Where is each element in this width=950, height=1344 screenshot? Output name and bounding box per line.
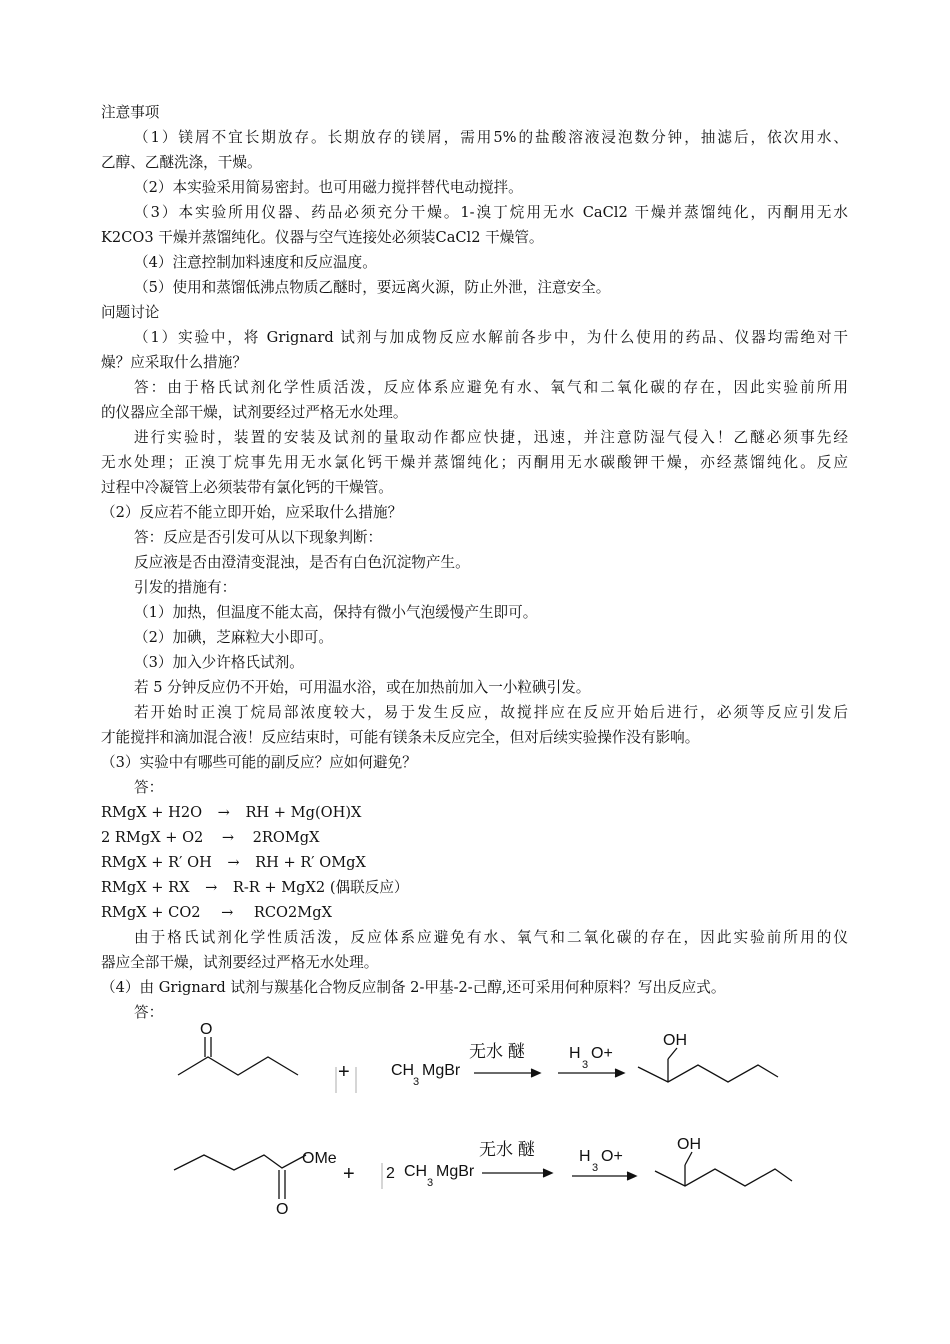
equation-1-arrow: → xyxy=(217,804,230,821)
arrow-2-label-h-2: H xyxy=(579,1148,591,1165)
equation-4-arrow: → xyxy=(205,879,218,896)
equation-1-right: RH + Mg(OH)X xyxy=(245,804,362,821)
product-oh-bond-2 xyxy=(685,1152,692,1165)
answer-2-line-6: （3）加入少许格氏试剂。 xyxy=(134,654,304,671)
product-oh: OH xyxy=(663,1032,687,1049)
reagent-ch: CH xyxy=(391,1062,415,1079)
notes-heading: 注意事项 xyxy=(101,104,160,121)
ester-ome: OMe xyxy=(302,1150,337,1167)
arrow-2-head xyxy=(615,1069,624,1077)
ester-carbonyl-oxygen: O xyxy=(276,1201,289,1218)
question-1-line-2: 燥？应采取什么措施？ xyxy=(101,354,247,371)
note-item-1-line-2: 乙醇、乙醚洗涤，干燥。 xyxy=(101,154,262,171)
equation-5-left: RMgX + CO2 xyxy=(101,904,201,921)
answer-1-line-1: 答：由于格氏试剂化学性质活泼，反应体系应避免有水、氧气和二氧化碳的存在，因此实验前所用 xyxy=(134,379,848,396)
answer-3b-line-1: 由于格氏试剂化学性质活泼，反应体系应避免有水、氧气和二氧化碳的存在，因此实验前所用的仪 xyxy=(134,929,848,946)
equation-1-left: RMgX + H2O xyxy=(101,804,203,821)
answer-2-line-3: 引发的措施有： xyxy=(134,579,237,596)
answer-2-line-5: （2）加碘，芝麻粒大小即可。 xyxy=(134,629,334,646)
equation-5-right: RCO2MgX xyxy=(253,904,332,921)
answer-2-line-4: （1）加热，但温度不能太高，保持有微小气泡缓慢产生即可。 xyxy=(134,604,538,621)
question-2: （2）反应若不能立即开始，应采取什么措施？ xyxy=(101,504,403,521)
discussion-heading: 问题讨论 xyxy=(101,304,160,321)
equation-4-right: R-R + MgX2 (偶联反应） xyxy=(232,879,409,896)
equation-2-left: 2 RMgX + O2 xyxy=(101,829,204,846)
answer-1b-line-1: 进行实验时，装置的安装及试剂的量取动作都应快捷，迅速，并注意防湿气侵入！乙醚必须事先经 xyxy=(134,429,848,446)
reaction-scheme-1 xyxy=(160,1015,800,1105)
equation-2-right: 2ROMgX xyxy=(252,829,320,846)
equation-4-left: RMgX + RX xyxy=(101,879,190,896)
ketone-chain xyxy=(178,1057,298,1075)
note-item-3-line-2: K2CO3 干燥并蒸馏纯化。仪器与空气连接处必须装CaCl2 干燥管。 xyxy=(101,229,544,246)
arrow-1-label: 无水 醚 xyxy=(469,1042,525,1061)
equation-3-right: RH + R′ OMgX xyxy=(255,854,366,871)
arrow-2-label-o-2: O+ xyxy=(601,1148,623,1165)
equation-5-arrow: → xyxy=(221,904,234,921)
arrow-1-head xyxy=(531,1069,540,1077)
answer-3-label: 答： xyxy=(134,779,164,796)
product-oh-bond xyxy=(668,1048,677,1059)
question-3: （3）实验中有哪些可能的副反应？应如何避免？ xyxy=(101,754,417,771)
equation-1 xyxy=(101,803,361,823)
ketone-oxygen: O xyxy=(200,1021,213,1038)
answer-1-line-2: 的仪器应全部干燥，试剂要经过严格无水处理。 xyxy=(101,404,408,421)
equation-3-arrow: → xyxy=(227,854,240,871)
note-item-3-line-1: （3）本实验所用仪器、药品必须充分干燥。1-溴丁烷用无水 CaCl2 干燥并蒸馏纯化，丙酮用无水 xyxy=(134,204,848,221)
equation-4 xyxy=(101,878,409,898)
answer-1b-line-2: 无水处理；正溴丁烷事先用无水氯化钙干燥并蒸馏纯化；丙酮用无水碳酸钾干燥，亦经蒸馏纯化。反应 xyxy=(101,454,848,471)
arrow-1-label-2: 无水 醚 xyxy=(479,1140,535,1159)
answer-3b-line-2: 器应全部干燥，试剂要经过严格无水处理。 xyxy=(101,954,379,971)
note-item-4: （4）注意控制加料速度和反应温度。 xyxy=(134,254,377,271)
reagent-ch-2: CH xyxy=(404,1163,428,1180)
reagent-subscript-2: 3 xyxy=(427,1177,434,1189)
answer-4-label: 答： xyxy=(134,1004,164,1021)
product-chain xyxy=(638,1065,778,1082)
arrow-2-label-h: H xyxy=(569,1045,581,1062)
reagent-mgbr-2: MgBr xyxy=(436,1163,475,1180)
ester-chain xyxy=(174,1155,306,1170)
product-chain-2 xyxy=(655,1169,792,1186)
arrow-1-head-2 xyxy=(543,1169,552,1177)
reagent-subscript: 3 xyxy=(413,1076,420,1088)
answer-2-line-7: 若 5 分钟反应仍不开始，可用温水浴，或在加热前加入一小粒碘引发。 xyxy=(134,679,591,696)
reagent-mgbr: MgBr xyxy=(422,1062,461,1079)
note-item-2: （2）本实验采用简易密封。也可用磁力搅拌替代电动搅拌。 xyxy=(134,179,523,196)
reagent-coefficient: 2 xyxy=(386,1165,395,1182)
plus-sign: + xyxy=(338,1061,350,1083)
reaction-scheme-2 xyxy=(160,1125,800,1225)
equation-5 xyxy=(101,903,332,923)
note-item-1-line-1: （1）镁屑不宜长期放存。长期放存的镁屑，需用5%的盐酸溶液浸泡数分钟，抽滤后，依次用水、 xyxy=(134,129,848,146)
arrow-2-label-subscript-2: 3 xyxy=(592,1162,599,1174)
answer-1b-line-3: 过程中冷凝管上必须装带有氯化钙的干燥管。 xyxy=(101,479,393,496)
question-4: （4）由 Grignard 试剂与羰基化合物反应制备 2-甲基-2-己醇,还可采用何种原料？写出反应式。 xyxy=(101,979,726,996)
note-item-5: （5）使用和蒸馏低沸点物质乙醚时，要远离火源，防止外泄，注意安全。 xyxy=(134,279,611,296)
answer-2-line-1: 答：反应是否引发可从以下现象判断： xyxy=(134,529,383,546)
arrow-2-label-subscript: 3 xyxy=(582,1059,589,1071)
answer-2-line-9: 才能搅拌和滴加混合液！反应结束时，可能有镁条未反应完全，但对后续实验操作没有影响。 xyxy=(101,729,700,746)
equation-2-arrow: → xyxy=(221,829,235,846)
equation-2 xyxy=(101,828,320,848)
answer-2-line-2: 反应液是否由澄清变混浊，是否有白色沉淀物产生。 xyxy=(134,554,470,571)
arrow-2-head-2 xyxy=(627,1172,636,1180)
plus-sign-2: + xyxy=(343,1163,355,1185)
question-1-line-1: （1）实验中，将 Grignard 试剂与加成物反应水解前各步中，为什么使用的药品、仪器均需绝对干 xyxy=(134,329,848,346)
equation-3 xyxy=(101,853,366,873)
answer-2-line-8: 若开始时正溴丁烷局部浓度较大，易于发生反应，故搅拌应在反应开始后进行，必须等反应引发后 xyxy=(134,704,848,721)
arrow-2-label-o: O+ xyxy=(591,1045,613,1062)
equation-3-left: RMgX + R′ OH xyxy=(101,854,212,871)
product-oh-2: OH xyxy=(677,1136,701,1153)
